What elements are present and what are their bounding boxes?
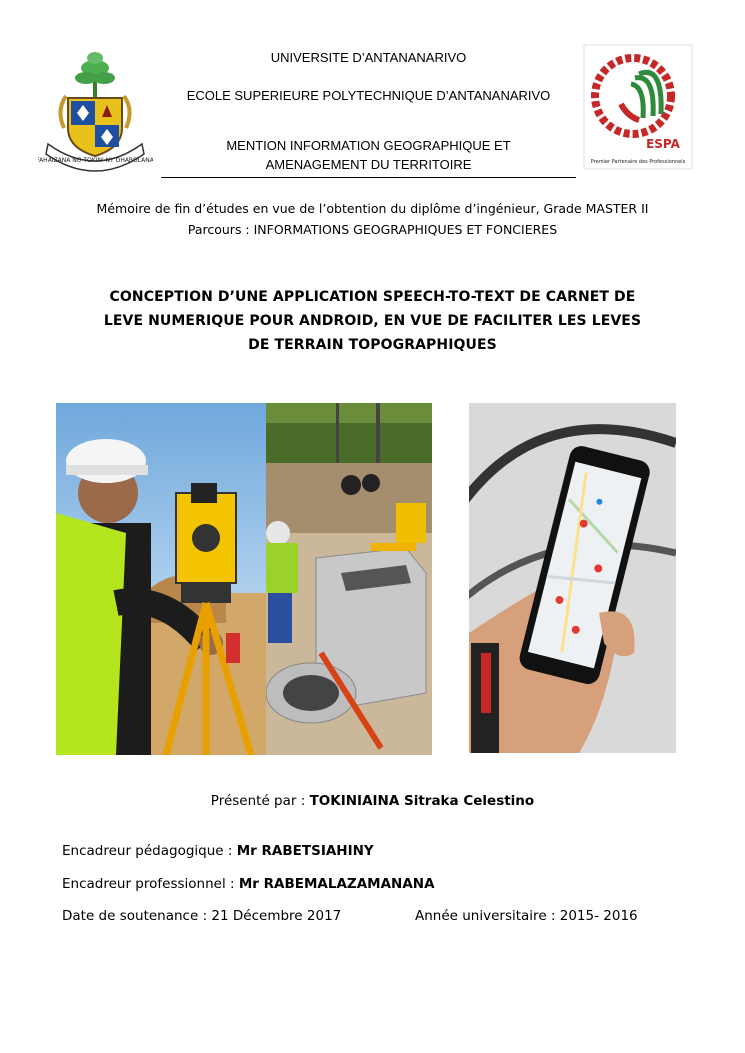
academic-year: Année universitaire : 2015- 2016: [415, 908, 638, 924]
crest-motto: FAHAIZANA NO TOKIN' NY OHABOLANA: [38, 157, 153, 164]
school-name: ECOLE SUPERIEURE POLYTECHNIQUE D’ANTANANARIVO: [186, 88, 551, 103]
professional-supervisor-line: [62, 876, 435, 892]
degree-line: Mémoire de fin d’études en vue de l’obtention du diplôme d’ingénieur, Grade MASTER II: [96, 201, 649, 216]
track-line: Parcours : INFORMATIONS GEOGRAPHIQUES ET FONCIERES: [187, 222, 558, 237]
university-crest-icon: [38, 40, 153, 175]
professional-supervisor-name: Mr RABEMALAZAMANANA: [238, 876, 435, 892]
construction-site-manhole-photo: [266, 403, 432, 755]
thesis-title-line-3: DE TERRAIN TOPOGRAPHIQUES: [248, 337, 497, 353]
defense-date: Date de soutenance : 21 Décembre 2017: [62, 908, 342, 924]
espa-acronym: ESPA: [646, 137, 680, 151]
thesis-title-line-2: LEVE NUMERIQUE POUR ANDROID, EN VUE DE FACILITER LES LEVES: [103, 313, 642, 329]
professional-supervisor-label: Encadreur professionnel :: [62, 876, 239, 892]
university-name: UNIVERSITE D’ANTANANARIVO: [270, 50, 467, 65]
header-rule: [161, 177, 576, 178]
presenter-label: Présenté par :: [210, 793, 310, 809]
espa-tagline: Premier Partenaire des Professionnels: [590, 159, 686, 165]
presenter-name: TOKINIAINA Sitraka Celestino: [309, 793, 535, 809]
mention-line-1: MENTION INFORMATION GEOGRAPHIQUE ET: [226, 138, 511, 153]
pedagogical-supervisor-name: Mr RABETSIAHINY: [236, 843, 374, 859]
surveyor-with-total-station-photo: [56, 403, 266, 755]
pedagogical-supervisor-line: [62, 843, 374, 859]
pedagogical-supervisor-label: Encadreur pédagogique :: [62, 843, 237, 859]
smartphone-map-on-bicycle-photo: [469, 403, 676, 753]
espa-logo-icon: [583, 44, 693, 170]
thesis-title-line-1: CONCEPTION D’UNE APPLICATION SPEECH-TO-TEXT DE CARNET DE: [109, 289, 636, 305]
mention-line-2: AMENAGEMENT DU TERRITOIRE: [265, 157, 472, 172]
presenter-line: [0, 793, 745, 809]
